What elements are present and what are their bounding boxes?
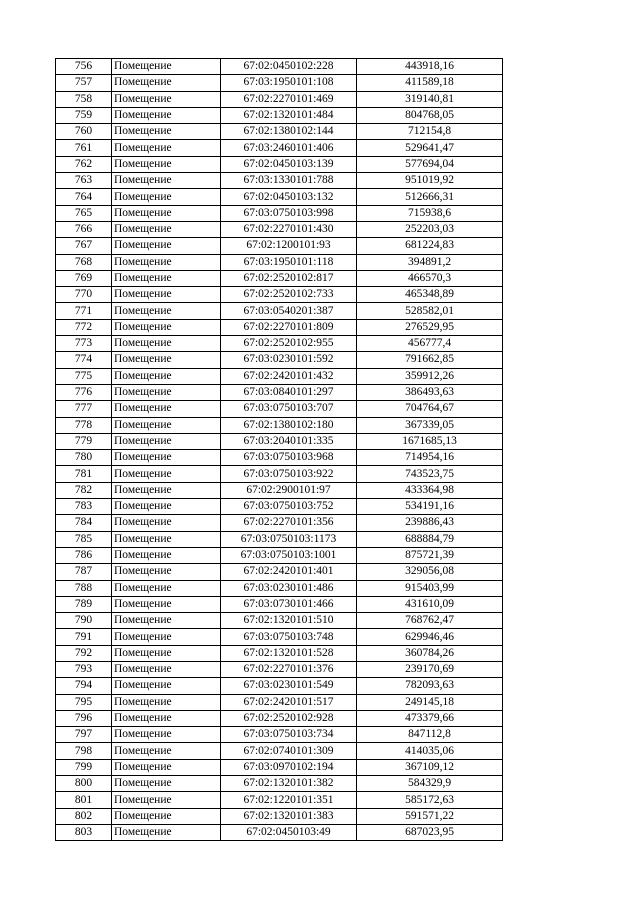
object-type-cell: Помещение [112,759,221,775]
cadastral-number-cell: 67:02:0450102:228 [221,59,357,75]
table-row [56,91,503,107]
row-number-cell: 784 [56,515,112,531]
object-type-cell: Помещение [112,189,221,205]
table-row [56,59,503,75]
object-type-cell: Помещение [112,499,221,515]
cadastral-value-cell: 433364,98 [357,482,503,498]
row-number-cell: 792 [56,645,112,661]
cadastral-value-cell: 465348,89 [357,287,503,303]
cadastral-number-cell: 67:03:1330101:788 [221,173,357,189]
object-type-cell: Помещение [112,613,221,629]
row-number-cell: 765 [56,205,112,221]
row-number-cell: 793 [56,661,112,677]
table-row [56,107,503,123]
table-row [56,238,503,254]
cadastral-value-cell: 577694,04 [357,156,503,172]
cadastral-value-cell: 791662,85 [357,352,503,368]
row-number-cell: 782 [56,482,112,498]
object-type-cell: Помещение [112,531,221,547]
object-type-cell: Помещение [112,743,221,759]
cadastral-number-cell: 67:03:0840101:297 [221,384,357,400]
table-row [56,352,503,368]
cadastral-number-cell: 67:02:1220101:351 [221,792,357,808]
table-row [56,450,503,466]
row-number-cell: 775 [56,368,112,384]
row-number-cell: 756 [56,59,112,75]
cadastral-number-cell: 67:02:1320101:484 [221,107,357,123]
cadastral-number-cell: 67:03:0730101:466 [221,596,357,612]
table-row [56,515,503,531]
object-type-cell: Помещение [112,205,221,221]
cadastral-value-cell: 360784,26 [357,645,503,661]
cadastral-number-cell: 67:03:0750103:752 [221,499,357,515]
row-number-cell: 772 [56,319,112,335]
table-row [56,727,503,743]
table-row [56,824,503,840]
row-number-cell: 770 [56,287,112,303]
object-type-cell: Помещение [112,59,221,75]
row-number-cell: 778 [56,417,112,433]
cadastral-value-cell: 591571,22 [357,808,503,824]
row-number-cell: 795 [56,694,112,710]
cadastral-number-cell: 67:03:0750103:998 [221,205,357,221]
cadastral-value-cell: 528582,01 [357,303,503,319]
cadastral-value-cell: 319140,81 [357,91,503,107]
object-type-cell: Помещение [112,254,221,270]
cadastral-number-cell: 67:02:1320101:382 [221,776,357,792]
cadastral-value-cell: 473379,66 [357,710,503,726]
object-type-cell: Помещение [112,808,221,824]
cadastral-number-cell: 67:02:1200101:93 [221,238,357,254]
cadastral-value-cell: 951019,92 [357,173,503,189]
cadastral-value-cell: 688884,79 [357,531,503,547]
row-number-cell: 783 [56,499,112,515]
cadastral-value-cell: 712154,8 [357,124,503,140]
cadastral-number-cell: 67:03:1950101:108 [221,75,357,91]
table-row [56,368,503,384]
cadastral-value-cell: 466570,3 [357,270,503,286]
table-row [56,254,503,270]
row-number-cell: 800 [56,776,112,792]
cadastral-value-cell: 359912,26 [357,368,503,384]
table-row [56,531,503,547]
table-row [56,287,503,303]
row-number-cell: 794 [56,678,112,694]
cadastral-number-cell: 67:03:0230101:592 [221,352,357,368]
table-row [56,776,503,792]
cadastral-value-cell: 704764,67 [357,401,503,417]
cadastral-value-cell: 915403,99 [357,580,503,596]
object-type-cell: Помещение [112,824,221,840]
row-number-cell: 780 [56,450,112,466]
table-row [56,596,503,612]
object-type-cell: Помещение [112,645,221,661]
table-row [56,124,503,140]
object-type-cell: Помещение [112,727,221,743]
row-number-cell: 759 [56,107,112,123]
object-type-cell: Помещение [112,466,221,482]
row-number-cell: 797 [56,727,112,743]
cadastral-value-cell: 512666,31 [357,189,503,205]
cadastral-value-cell: 585172,63 [357,792,503,808]
table-row [56,319,503,335]
object-type-cell: Помещение [112,221,221,237]
object-type-cell: Помещение [112,547,221,563]
cadastral-value-cell: 743523,75 [357,466,503,482]
row-number-cell: 777 [56,401,112,417]
table-row [56,678,503,694]
table-row [56,482,503,498]
cadastral-number-cell: 67:02:1380102:180 [221,417,357,433]
cadastral-number-cell: 67:02:2420101:517 [221,694,357,710]
row-number-cell: 776 [56,384,112,400]
cadastral-value-cell: 239886,43 [357,515,503,531]
row-number-cell: 768 [56,254,112,270]
cadastral-number-cell: 67:02:2900101:97 [221,482,357,498]
row-number-cell: 769 [56,270,112,286]
object-type-cell: Помещение [112,482,221,498]
cadastral-number-cell: 67:02:2270101:356 [221,515,357,531]
object-type-cell: Помещение [112,319,221,335]
row-number-cell: 787 [56,564,112,580]
object-type-cell: Помещение [112,352,221,368]
cadastral-number-cell: 67:02:2420101:432 [221,368,357,384]
cadastral-number-cell: 67:03:2040101:335 [221,433,357,449]
object-type-cell: Помещение [112,710,221,726]
object-type-cell: Помещение [112,156,221,172]
table-row [56,205,503,221]
row-number-cell: 760 [56,124,112,140]
cadastral-number-cell: 67:03:0750103:922 [221,466,357,482]
object-type-cell: Помещение [112,75,221,91]
cadastral-number-cell: 67:02:1320101:510 [221,613,357,629]
cadastral-number-cell: 67:02:1320101:383 [221,808,357,824]
cadastral-value-cell: 456777,4 [357,336,503,352]
object-type-cell: Помещение [112,450,221,466]
row-number-cell: 766 [56,221,112,237]
cadastral-number-cell: 67:02:1380102:144 [221,124,357,140]
table-row [56,189,503,205]
object-type-cell: Помещение [112,384,221,400]
cadastral-number-cell: 67:02:2270101:469 [221,91,357,107]
cadastral-number-cell: 67:03:0750103:1001 [221,547,357,563]
object-type-cell: Помещение [112,596,221,612]
table-row [56,401,503,417]
object-type-cell: Помещение [112,417,221,433]
table-row [56,792,503,808]
object-type-cell: Помещение [112,173,221,189]
row-number-cell: 767 [56,238,112,254]
table-row [56,547,503,563]
table-row [56,221,503,237]
table-row [56,629,503,645]
cadastral-value-cell: 386493,63 [357,384,503,400]
row-number-cell: 786 [56,547,112,563]
table-row [56,580,503,596]
cadastral-number-cell: 67:03:0540201:387 [221,303,357,319]
table-row [56,303,503,319]
cadastral-value-cell: 875721,39 [357,547,503,563]
cadastral-number-cell: 67:02:2270101:809 [221,319,357,335]
row-number-cell: 802 [56,808,112,824]
object-type-cell: Помещение [112,564,221,580]
row-number-cell: 773 [56,336,112,352]
cadastral-value-cell: 276529,95 [357,319,503,335]
table-row [56,661,503,677]
cadastral-value-cell: 768762,47 [357,613,503,629]
cadastral-value-cell: 1671685,13 [357,433,503,449]
object-type-cell: Помещение [112,776,221,792]
cadastral-number-cell: 67:03:0750103:734 [221,727,357,743]
row-number-cell: 799 [56,759,112,775]
row-number-cell: 771 [56,303,112,319]
table-row [56,156,503,172]
cadastral-number-cell: 67:03:0750103:748 [221,629,357,645]
row-number-cell: 774 [56,352,112,368]
cadastral-value-cell: 249145,18 [357,694,503,710]
cadastral-value-cell: 584329,9 [357,776,503,792]
cadastral-value-cell: 714954,16 [357,450,503,466]
cadastral-value-cell: 394891,2 [357,254,503,270]
cadastral-value-cell: 411589,18 [357,75,503,91]
table-row [56,140,503,156]
row-number-cell: 791 [56,629,112,645]
cadastral-value-cell: 629946,46 [357,629,503,645]
table-row [56,759,503,775]
table-row [56,173,503,189]
table-row [56,743,503,759]
object-type-cell: Помещение [112,515,221,531]
cadastral-number-cell: 67:02:2520102:817 [221,270,357,286]
cadastral-value-cell: 687023,95 [357,824,503,840]
cadastral-value-cell: 529641,47 [357,140,503,156]
cadastral-number-cell: 67:02:2270101:376 [221,661,357,677]
row-number-cell: 785 [56,531,112,547]
cadastral-number-cell: 67:02:2520102:928 [221,710,357,726]
table-row [56,613,503,629]
row-number-cell: 781 [56,466,112,482]
row-number-cell: 762 [56,156,112,172]
row-number-cell: 803 [56,824,112,840]
row-number-cell: 788 [56,580,112,596]
row-number-cell: 758 [56,91,112,107]
cadastral-number-cell: 67:03:0230101:549 [221,678,357,694]
cadastral-number-cell: 67:02:0450103:132 [221,189,357,205]
cadastral-number-cell: 67:02:1320101:528 [221,645,357,661]
row-number-cell: 789 [56,596,112,612]
object-type-cell: Помещение [112,124,221,140]
cadastral-value-cell: 431610,09 [357,596,503,612]
object-type-cell: Помещение [112,238,221,254]
table-row [56,694,503,710]
cadastral-value-cell: 534191,16 [357,499,503,515]
cadastral-value-cell: 804768,05 [357,107,503,123]
cadastral-number-cell: 67:03:0750103:1173 [221,531,357,547]
row-number-cell: 790 [56,613,112,629]
cadastral-value-cell: 239170,69 [357,661,503,677]
object-type-cell: Помещение [112,433,221,449]
cadastral-value-cell: 681224,83 [357,238,503,254]
cadastral-value-cell: 715938,6 [357,205,503,221]
cadastral-number-cell: 67:02:0450103:49 [221,824,357,840]
cadastral-value-cell: 443918,16 [357,59,503,75]
object-type-cell: Помещение [112,336,221,352]
cadastral-number-cell: 67:02:0740101:309 [221,743,357,759]
table-row [56,645,503,661]
object-type-cell: Помещение [112,678,221,694]
table-row [56,270,503,286]
cadastral-value-cell: 847112,8 [357,727,503,743]
object-type-cell: Помещение [112,270,221,286]
property-table [55,58,503,841]
row-number-cell: 764 [56,189,112,205]
row-number-cell: 798 [56,743,112,759]
cadastral-number-cell: 67:02:2420101:401 [221,564,357,580]
cadastral-value-cell: 782093,63 [357,678,503,694]
object-type-cell: Помещение [112,694,221,710]
object-type-cell: Помещение [112,140,221,156]
object-type-cell: Помещение [112,91,221,107]
table-row [56,336,503,352]
object-type-cell: Помещение [112,401,221,417]
table-row [56,808,503,824]
object-type-cell: Помещение [112,303,221,319]
cadastral-number-cell: 67:03:1950101:118 [221,254,357,270]
object-type-cell: Помещение [112,792,221,808]
table-row [56,433,503,449]
cadastral-number-cell: 67:03:0750103:968 [221,450,357,466]
table-row [56,75,503,91]
table-row [56,417,503,433]
object-type-cell: Помещение [112,107,221,123]
cadastral-value-cell: 329056,08 [357,564,503,580]
table-row [56,384,503,400]
object-type-cell: Помещение [112,368,221,384]
cadastral-number-cell: 67:02:2520102:955 [221,336,357,352]
object-type-cell: Помещение [112,580,221,596]
cadastral-value-cell: 414035,06 [357,743,503,759]
row-number-cell: 801 [56,792,112,808]
cadastral-value-cell: 252203,03 [357,221,503,237]
cadastral-number-cell: 67:03:0750103:707 [221,401,357,417]
table-row [56,710,503,726]
row-number-cell: 796 [56,710,112,726]
table-row [56,499,503,515]
table-row [56,564,503,580]
object-type-cell: Помещение [112,287,221,303]
row-number-cell: 763 [56,173,112,189]
cadastral-number-cell: 67:02:2270101:430 [221,221,357,237]
cadastral-number-cell: 67:02:2520102:733 [221,287,357,303]
cadastral-number-cell: 67:03:0970102:194 [221,759,357,775]
object-type-cell: Помещение [112,661,221,677]
table-row [56,466,503,482]
table-body [56,59,503,841]
cadastral-number-cell: 67:03:0230101:486 [221,580,357,596]
object-type-cell: Помещение [112,629,221,645]
cadastral-value-cell: 367109,12 [357,759,503,775]
row-number-cell: 779 [56,433,112,449]
row-number-cell: 757 [56,75,112,91]
cadastral-value-cell: 367339,05 [357,417,503,433]
cadastral-number-cell: 67:03:2460101:406 [221,140,357,156]
row-number-cell: 761 [56,140,112,156]
cadastral-number-cell: 67:02:0450103:139 [221,156,357,172]
